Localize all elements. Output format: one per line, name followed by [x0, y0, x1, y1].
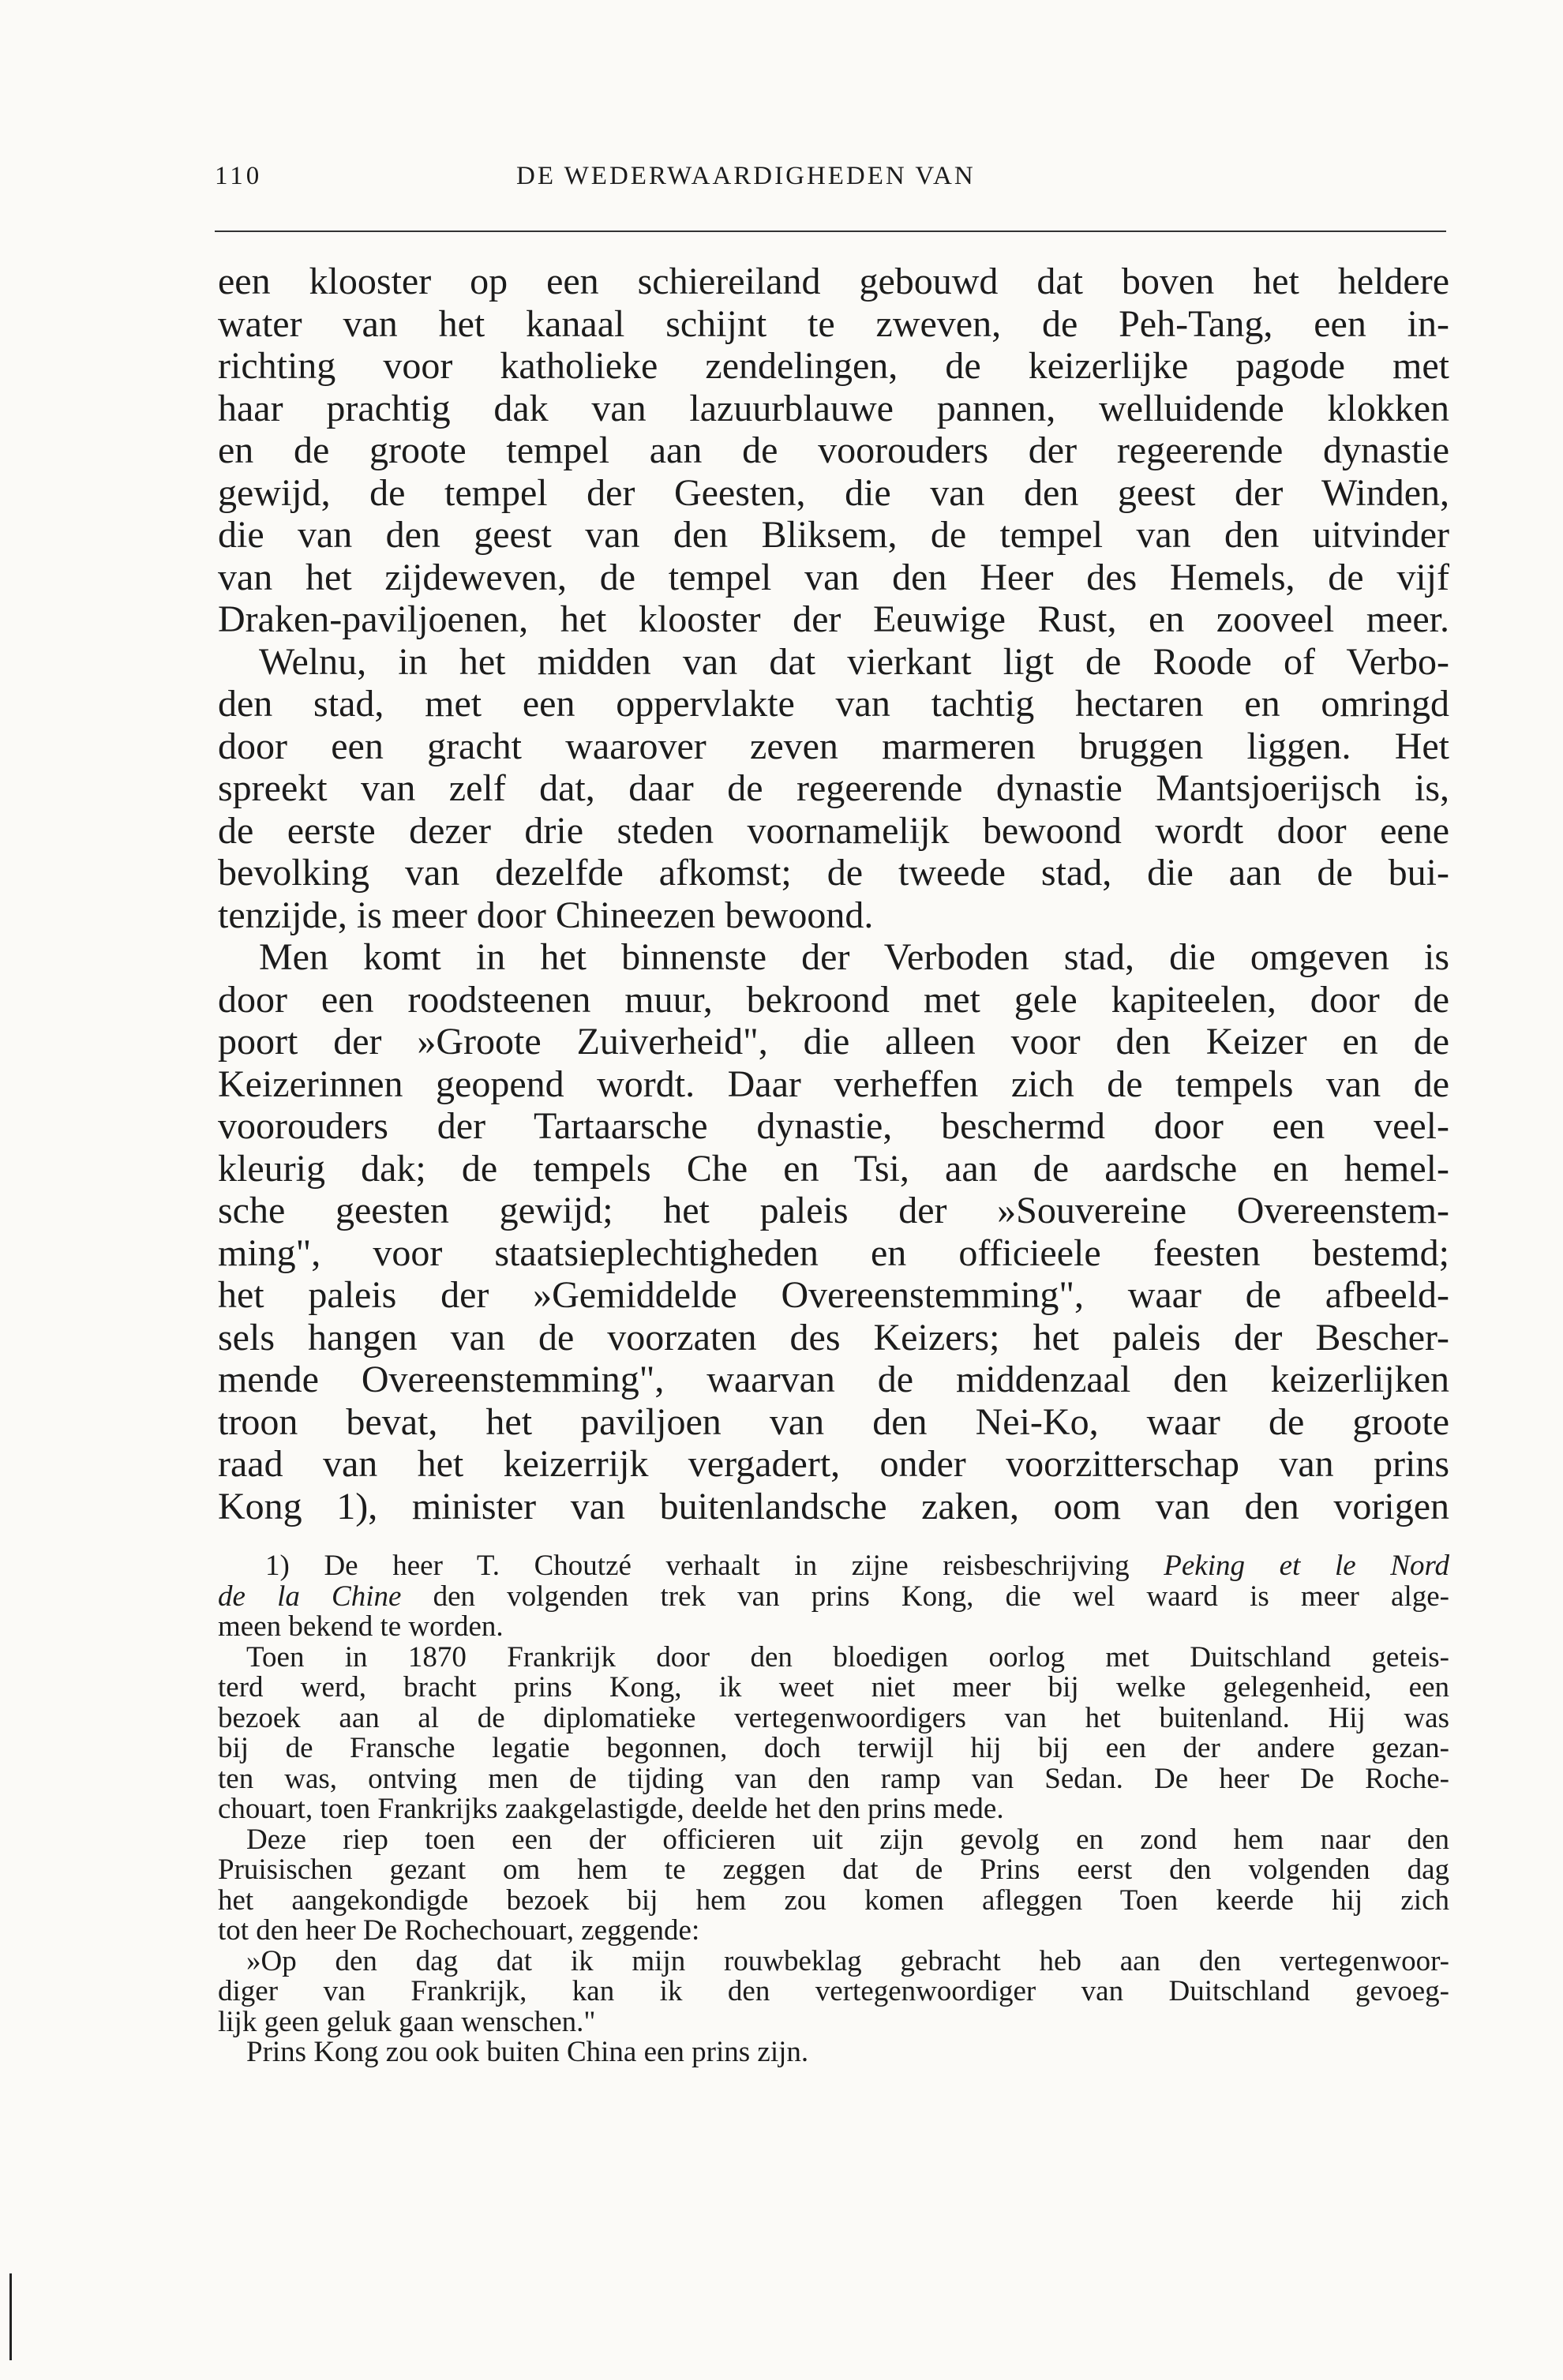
- footnote-line: »Op den dag dat ik mijn rouwbeklag gebracht heb aan den vertegenwoor-: [246, 1944, 1449, 1977]
- header-rule: [215, 231, 1446, 232]
- footnote-line: Deze riep toen een der officieren uit zijn gevolg en zond hem naar den: [246, 1823, 1449, 1856]
- margin-scan-mark: [9, 2273, 12, 2360]
- text-line: richting voor katholieke zendelingen, de keizerlijke pagode met: [218, 345, 1449, 387]
- text-line: bevolking van dezelfde afkomst; de tweede stad, die aan de bui-: [218, 852, 1449, 894]
- text-line: den stad, met een oppervlakte van tachtig hectaren en omringd: [218, 683, 1449, 725]
- text-line: water van het kanaal schijnt te zweven, de Peh-Tang, een in-: [218, 302, 1449, 345]
- text-line: tenzijde, is meer door Chineezen bewoond.: [218, 894, 874, 936]
- main-text: [218, 260, 1449, 1527]
- text-line: sels hangen van de voorzaten des Keizers; het paleis der Bescher-: [218, 1316, 1449, 1359]
- text-line: Keizerinnen geopend wordt. Daar verheffen zich de tempels van de: [218, 1063, 1449, 1105]
- text-line: het paleis der »Gemiddelde Overeenstemming", waar de afbeeld-: [218, 1274, 1449, 1316]
- text-line: haar prachtig dak van lazuurblauwe pannen, welluidende klokken: [218, 387, 1449, 429]
- footnote-line: tot den heer De Rochechouart, zeggende:: [218, 1914, 700, 1947]
- footnote-line: Toen in 1870 Frankrijk door den bloedigen oorlog met Duitschland geteis-: [246, 1640, 1449, 1673]
- running-header: [215, 162, 1446, 209]
- footnote-book-title-cont: de la Chine: [218, 1580, 402, 1613]
- footnote-text: 1) De heer T. Choutzé verhaalt in zijne reisbeschrijving: [265, 1550, 1164, 1582]
- text-line: sche geesten gewijd; het paleis der »Souvereine Overeenstem-: [218, 1190, 1449, 1231]
- text-line: een klooster op een schiereiland gebouwd dat boven het heldere: [218, 260, 1449, 302]
- text-line: en de groote tempel aan de voorouders der regeerende dynastie: [218, 429, 1449, 471]
- footnote-line: ten was, ontving men de tijding van den ramp van Sedan. De heer De Roche-: [218, 1762, 1449, 1795]
- text-line: door een roodsteenen muur, bekroond met gele kapiteelen, door de: [218, 978, 1449, 1021]
- footnote-line: chouart, toen Frankrijks zaakgelastigde, deelde het den prins mede.: [218, 1793, 1004, 1825]
- text-line: Draken-paviljoenen, het klooster der Eeuwige Rust, en zooveel meer.: [218, 598, 1449, 640]
- text-line: kleurig dak; de tempels Che en Tsi, aan de aardsche en hemel-: [218, 1147, 1449, 1190]
- text-line: door een gracht waarover zeven marmeren bruggen liggen. Het: [218, 725, 1449, 767]
- footnote-line: bij de Fransche legatie begonnen, doch terwijl hij bij een der andere gezan-: [218, 1732, 1449, 1764]
- text-line: spreekt van zelf dat, daar de regeerende dynastie Mantsjoerijsch is,: [218, 767, 1449, 809]
- footnote-line: Pruisischen gezant om hem te zeggen dat de Prins eerst den volgenden dag: [218, 1853, 1449, 1886]
- footnote-line: bezoek aan al de diplomatieke vertegenwoordigers van het buitenland. Hij was: [218, 1701, 1449, 1734]
- text-line: gewijd, de tempel der Geesten, die van den geest der Winden,: [218, 471, 1449, 514]
- footnote-book-title: Peking et le Nord: [1164, 1550, 1449, 1582]
- text-line: die van den geest van den Bliksem, de tempel van den uitvinder: [218, 514, 1449, 556]
- text-line: de eerste dezer drie steden voornamelijk bewoond wordt door eene: [218, 809, 1449, 852]
- footnote-line: terd werd, bracht prins Kong, ik weet niet meer bij welke gelegenheid, een: [218, 1671, 1449, 1703]
- text-line: mende Overeenstemming", waarvan de middenzaal den keizerlijken: [218, 1359, 1449, 1400]
- text-line: voorouders der Tartaarsche dynastie, beschermd door een veel-: [218, 1105, 1449, 1147]
- footnote-line: Prins Kong zou ook buiten China een prins zijn.: [246, 2036, 809, 2068]
- footnote-line: het aangekondigde bezoek bij hem zou komen afleggen Toen keerde hij zich: [218, 1883, 1449, 1917]
- footnote-line: meen bekend te worden.: [218, 1610, 504, 1643]
- footnotes: [218, 1551, 1449, 2068]
- text-line: raad van het keizerrijk vergadert, onder voorzitterschap van prins: [218, 1443, 1449, 1485]
- footnote-line: lijk geen geluk gaan wenschen.": [218, 2005, 596, 2038]
- text-line: Kong 1), minister van buitenlandsche zaken, oom van den vorigen: [218, 1485, 1449, 1527]
- footnote-line: diger van Frankrijk, kan ik den vertegenwoordiger van Duitschland gevoeg-: [218, 1975, 1449, 2007]
- text-line: ming", voor staatsieplechtigheden en officieele feesten bestemd;: [218, 1231, 1449, 1274]
- text-line: Welnu, in het midden van dat vierkant ligt de Roode of Verbo-: [259, 640, 1449, 683]
- page-number: 110: [215, 162, 263, 190]
- text-line: van het zijdeweven, de tempel van den Heer des Hemels, de vijf: [218, 556, 1449, 598]
- footnote-text: den volgenden trek van prins Kong, die wel waard is meer alge-: [401, 1580, 1449, 1613]
- footnote-line: [218, 1582, 1449, 1613]
- text-line: poort der »Groote Zuiverheid", die alleen voor den Keizer en de: [218, 1021, 1449, 1063]
- text-line: Men komt in het binnenste der Verboden stad, die omgeven is: [259, 936, 1449, 978]
- footnote-line: [218, 1551, 1449, 1582]
- text-line: troon bevat, het paviljoen van den Nei-Ko, waar de groote: [218, 1400, 1449, 1443]
- running-title: DE WEDERWAARDIGHEDEN VAN: [516, 162, 976, 190]
